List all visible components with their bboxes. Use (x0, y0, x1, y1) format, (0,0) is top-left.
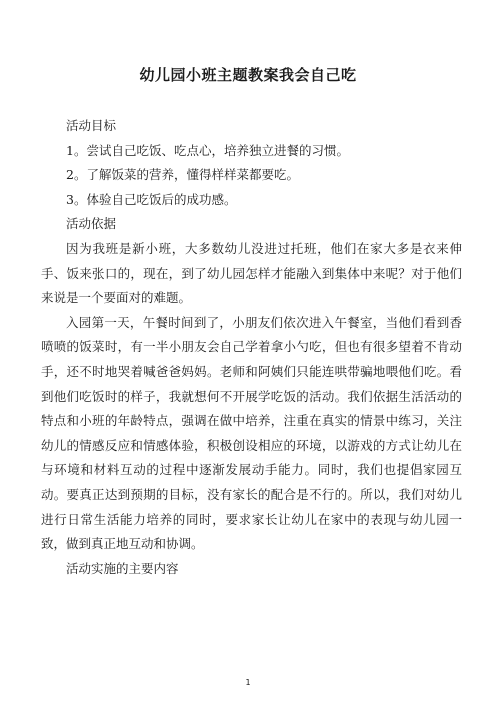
paragraph-1: 因为我班是新小班，大多数幼儿没进过托班，他们在家大多是衣来伸手、饭来张口的，现在，到了幼儿园怎样才能融入到集体中来呢？对于他们来说是一个要面对的难题。 (41, 240, 462, 306)
document-title: 幼儿园小班主题教案我会自己吃 (139, 66, 357, 84)
goal-item-2: 2。了解饭菜的营养，懂得样样菜都要吃。 (66, 167, 299, 183)
goal-item-3: 3。体验自己吃饭后的成功感。 (66, 191, 237, 207)
goal-item-1: 1。尝试自己吃饭、吃点心，培养独立进餐的习惯。 (66, 142, 349, 158)
section-heading-content: 活动实施的主要内容 (66, 560, 179, 576)
section-heading-goals: 活动目标 (66, 118, 117, 133)
document-body (41, 114, 462, 581)
page-number: 1 (245, 678, 251, 687)
paragraph-2: 入园第一天，午餐时间到了，小朋友们依次进入午餐室，当他们看到香喷喷的饭菜时，有一半小朋友会自己学着拿小勺吃，但也有很多望着不肯动手，还不时地哭着喊爸爸妈妈。老师和阿姨们只能连哄带骗地喂他们吃。看到他们吃饭时的样子，我就想何不开展学吃饭的活动。我们依据生活活动的特点和小班的年龄特点，强调在做中培养，注重在真实的情景中练习，关注幼儿的情感反应和情感体验，积极创设相应的环境，以游戏的方式让幼儿在与环境和材料互动的过程中逐渐发展动手能力。同时，我们也提倡家园互动。要真正达到预期的目标，没有家长的配合是不行的。所以，我们对幼儿进行日常生活能力培养的同时，要求家长让幼儿在家中的表现与幼儿园一致，做到真正地互动和协调。 (41, 314, 462, 552)
section-heading-basis: 活动依据 (66, 216, 117, 232)
